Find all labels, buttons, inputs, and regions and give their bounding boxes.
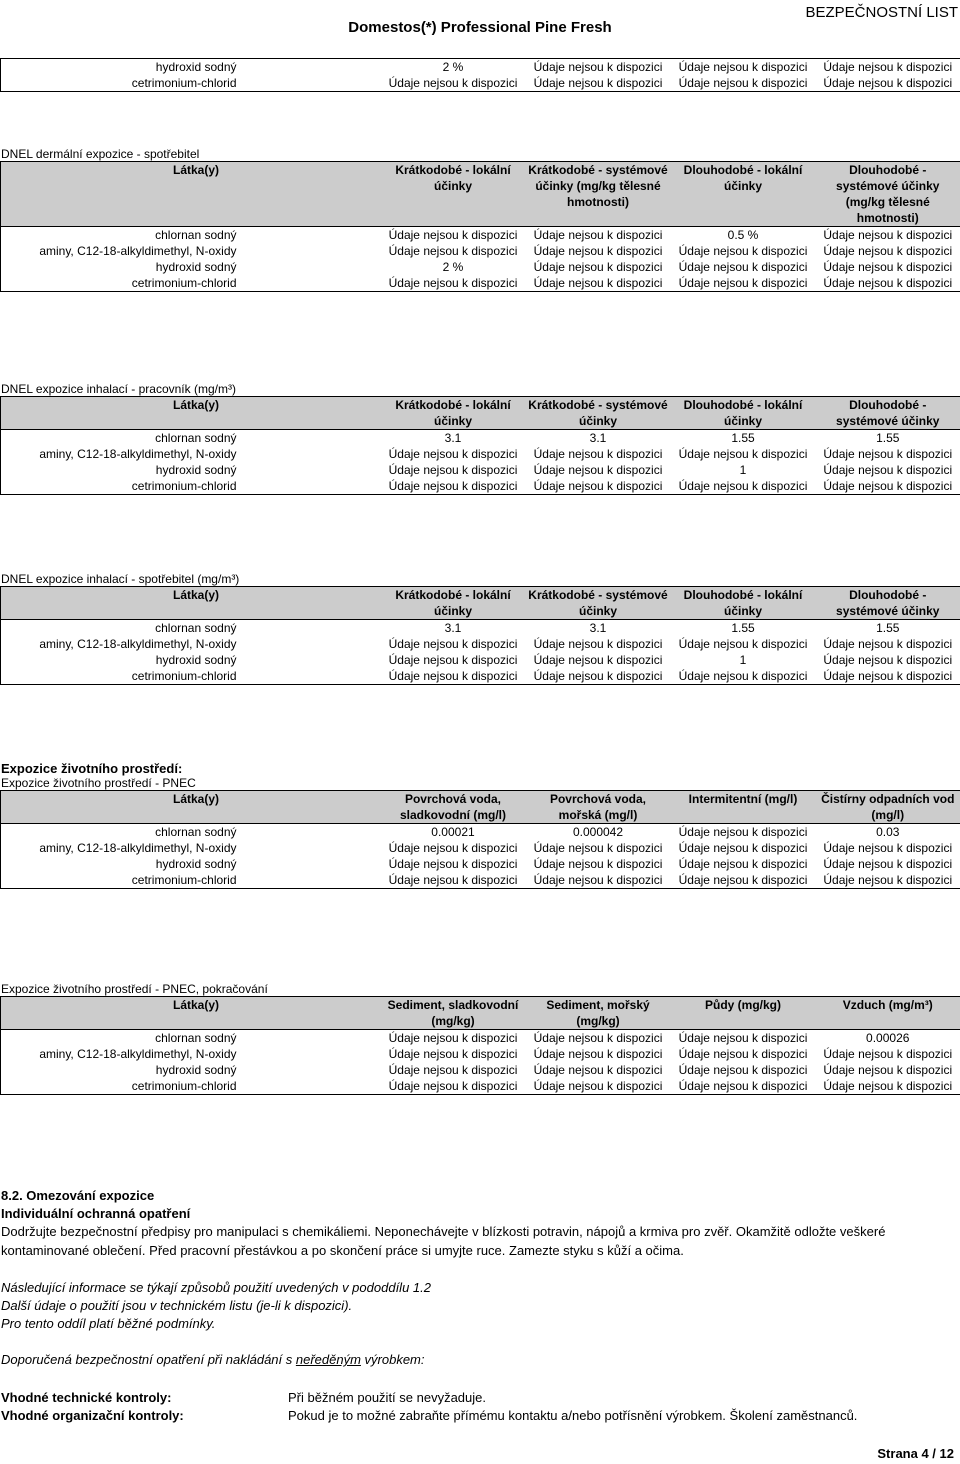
column-header: Dlouhodobé - lokální účinky — [671, 162, 816, 227]
table-cell: 1.55 — [876, 431, 900, 445]
substance-name: cetrimonium-chlorid — [131, 1079, 237, 1093]
table-row — [1, 824, 960, 841]
substance-name: cetrimonium-chlorid — [131, 873, 237, 887]
table-header-row — [1, 997, 960, 1030]
table-header-row — [1, 587, 960, 620]
column-header: Krátkodobé - lokální účinky — [381, 587, 526, 620]
substance-name: chlornan sodný — [155, 228, 237, 242]
table-cell: Údaje nejsou k dispozici — [388, 76, 518, 90]
substance-name: cetrimonium-chlorid — [131, 276, 237, 290]
top-continuation-section — [0, 58, 960, 92]
dnel-inhalation-worker-table — [0, 396, 960, 495]
table-row — [1, 1046, 960, 1062]
table-cell: Údaje nejsou k dispozici — [388, 447, 518, 461]
table-cell: 0.00026 — [866, 1031, 910, 1045]
table-cell: Údaje nejsou k dispozici — [823, 463, 953, 477]
table-cell: Údaje nejsou k dispozici — [678, 857, 808, 871]
substance-name: hydroxid sodný — [155, 60, 237, 74]
table-cell: Údaje nejsou k dispozici — [533, 637, 663, 651]
table-cell: Údaje nejsou k dispozici — [388, 841, 518, 855]
table-cell: Údaje nejsou k dispozici — [388, 479, 518, 493]
substance-name: aminy, C12-18-alkyldimethyl, N-oxidy — [39, 637, 237, 651]
table-cell: Údaje nejsou k dispozici — [533, 1047, 663, 1061]
table-cell: 1.55 — [876, 621, 900, 635]
column-header: Půdy (mg/kg) — [671, 997, 816, 1030]
table-cell: 2 % — [442, 260, 464, 274]
substance-name: chlornan sodný — [155, 1031, 237, 1045]
substance-name: aminy, C12-18-alkyldimethyl, N-oxidy — [39, 841, 237, 855]
table-cell: Údaje nejsou k dispozici — [823, 228, 953, 242]
column-header: Vzduch (mg/m³) — [816, 997, 960, 1030]
section-8-2-title: 8.2. Omezování expozice — [1, 1188, 155, 1203]
table-row — [1, 478, 960, 495]
note-line-2: Další údaje o použití jsou v technickém listu (je-li k dispozici). — [1, 1298, 353, 1313]
table-row — [1, 652, 960, 668]
table-cell: Údaje nejsou k dispozici — [388, 1047, 518, 1061]
column-header: Dlouhodobé - systémové účinky (mg/kg tělesné hmotnosti) — [816, 162, 960, 227]
section-8-2-subtitle: Individuální ochranná opatření — [1, 1206, 191, 1221]
table-cell: Údaje nejsou k dispozici — [823, 447, 953, 461]
substance-name: chlornan sodný — [155, 431, 237, 445]
note-line-1: Následující informace se týkají způsobů použití uvedených v pododdílu 1.2 — [1, 1280, 431, 1295]
table-row — [1, 620, 960, 637]
substance-name: hydroxid sodný — [155, 1063, 237, 1077]
table-row — [1, 275, 960, 292]
table-row — [1, 872, 960, 889]
table-cell: 1 — [739, 463, 747, 477]
table-cell: Údaje nejsou k dispozici — [388, 1031, 518, 1045]
table-cell: Údaje nejsou k dispozici — [533, 1031, 663, 1045]
environment-continued-section — [0, 982, 960, 1095]
column-header: Sediment, mořský (mg/kg) — [526, 997, 671, 1030]
pnec-table — [0, 790, 960, 889]
table-header-row — [1, 162, 960, 227]
table-cell: Údaje nejsou k dispozici — [533, 1063, 663, 1077]
table-cell: Údaje nejsou k dispozici — [823, 276, 953, 290]
column-header: Dlouhodobé - lokální účinky — [671, 587, 816, 620]
table-cell: Údaje nejsou k dispozici — [388, 653, 518, 667]
substance-name: chlornan sodný — [155, 621, 237, 635]
table-cell: Údaje nejsou k dispozici — [533, 463, 663, 477]
table-row — [1, 430, 960, 447]
table-cell: 1.55 — [731, 431, 755, 445]
table-cell: Údaje nejsou k dispozici — [823, 244, 953, 258]
substance-name: cetrimonium-chlorid — [131, 479, 237, 493]
table-cell: Údaje nejsou k dispozici — [823, 1079, 953, 1093]
table-row — [1, 243, 960, 259]
column-header: Látka(y) — [1, 791, 381, 824]
table-row — [1, 75, 960, 92]
table-cell: Údaje nejsou k dispozici — [388, 276, 518, 290]
column-header: Povrchová voda, mořská (mg/l) — [526, 791, 671, 824]
column-header: Intermitentní (mg/l) — [671, 791, 816, 824]
table-cell: Údaje nejsou k dispozici — [823, 260, 953, 274]
substance-name: cetrimonium-chlorid — [131, 76, 237, 90]
table-row — [1, 840, 960, 856]
table-row — [1, 59, 960, 76]
table-cell: Údaje nejsou k dispozici — [678, 276, 808, 290]
table-cell: Údaje nejsou k dispozici — [823, 1047, 953, 1061]
table-cell: Údaje nejsou k dispozici — [823, 76, 953, 90]
section-title: DNEL expozice inhalací - pracovník (mg/m³) — [1, 382, 236, 396]
table-cell: Údaje nejsou k dispozici — [533, 669, 663, 683]
substance-name: hydroxid sodný — [155, 653, 237, 667]
table-cell: Údaje nejsou k dispozici — [678, 60, 808, 74]
document-type: BEZPEČNOSTNÍ LIST — [805, 4, 958, 21]
table-cell: Údaje nejsou k dispozici — [533, 1079, 663, 1093]
substance-name: aminy, C12-18-alkyldimethyl, N-oxidy — [39, 244, 237, 258]
column-header: Krátkodobé - lokální účinky — [381, 162, 526, 227]
table-cell: Údaje nejsou k dispozici — [533, 653, 663, 667]
environment-heading: Expozice životního prostředí: — [1, 761, 183, 776]
table-header-row — [1, 397, 960, 430]
dnel-dermal-section — [0, 147, 960, 292]
section-title: Expozice životního prostředí - PNEC — [1, 776, 196, 790]
table-cell: Údaje nejsou k dispozici — [678, 1031, 808, 1045]
table-cell: Údaje nejsou k dispozici — [678, 637, 808, 651]
column-header: Povrchová voda, sladkovodní (mg/l) — [381, 791, 526, 824]
note-line-4 — [1, 1350, 956, 1369]
table-cell: Údaje nejsou k dispozici — [678, 669, 808, 683]
tech-controls-value: Při běžném použití se nevyžaduje. — [288, 1390, 486, 1405]
table-cell: 3.1 — [589, 431, 607, 445]
table-cell: Údaje nejsou k dispozici — [533, 479, 663, 493]
table-row — [1, 227, 960, 244]
column-header: Látka(y) — [1, 587, 381, 620]
table-cell: Údaje nejsou k dispozici — [533, 447, 663, 461]
table-cell: 0.03 — [876, 825, 900, 839]
column-header: Dlouhodobé - lokální účinky — [671, 397, 816, 430]
column-header: Sediment, sladkovodní (mg/kg) — [381, 997, 526, 1030]
note-underlined: neředěným — [295, 1352, 361, 1367]
table-row — [1, 636, 960, 652]
note-line-3: Pro tento oddíl platí běžné podmínky. — [1, 1316, 216, 1331]
dnel-inhalation-worker-section — [0, 382, 960, 495]
table-row — [1, 446, 960, 462]
table-cell: 3.1 — [444, 621, 462, 635]
table-cell: 0.000042 — [572, 825, 624, 839]
table-cell: Údaje nejsou k dispozici — [533, 60, 663, 74]
org-controls-label: Vhodné organizační kontroly: — [1, 1408, 184, 1423]
table-cell: Údaje nejsou k dispozici — [533, 260, 663, 274]
column-header: Krátkodobé - systémové účinky — [526, 587, 671, 620]
section-title: DNEL dermální expozice - spotřebitel — [1, 147, 200, 161]
substance-name: cetrimonium-chlorid — [131, 669, 237, 683]
dnel-inhalation-consumer-table — [0, 586, 960, 685]
table-cell: 2 % — [442, 60, 464, 74]
column-header: Krátkodobé - lokální účinky — [381, 397, 526, 430]
tech-controls-label: Vhodné technické kontroly: — [1, 1390, 172, 1405]
table-cell: Údaje nejsou k dispozici — [533, 873, 663, 887]
table-cell: Údaje nejsou k dispozici — [388, 637, 518, 651]
substance-name: aminy, C12-18-alkyldimethyl, N-oxidy — [39, 1047, 237, 1061]
table-row — [1, 856, 960, 872]
table-cell: Údaje nejsou k dispozici — [823, 669, 953, 683]
table-cell: Údaje nejsou k dispozici — [678, 825, 808, 839]
table-cell: Údaje nejsou k dispozici — [388, 873, 518, 887]
column-header: Čistírny odpadních vod (mg/l) — [816, 791, 960, 824]
substance-name: aminy, C12-18-alkyldimethyl, N-oxidy — [39, 447, 237, 461]
table-cell: Údaje nejsou k dispozici — [533, 841, 663, 855]
pnec-continued-table — [0, 996, 960, 1095]
table-cell: Údaje nejsou k dispozici — [823, 857, 953, 871]
table-cell: Údaje nejsou k dispozici — [388, 1079, 518, 1093]
table-cell: Údaje nejsou k dispozici — [678, 841, 808, 855]
table-cell: Údaje nejsou k dispozici — [678, 1079, 808, 1093]
table-header-row — [1, 791, 960, 824]
table-cell: Údaje nejsou k dispozici — [823, 653, 953, 667]
table-row — [1, 1078, 960, 1095]
column-header: Krátkodobé - systémové účinky — [526, 397, 671, 430]
org-controls-value: Pokud je to možné zabraňte přímému kontaktu a/nebo potřísnění výrobkem. Školení zaměstnanců. — [288, 1408, 858, 1423]
table-cell: Údaje nejsou k dispozici — [678, 244, 808, 258]
table-cell: Údaje nejsou k dispozici — [823, 873, 953, 887]
table-cell: Údaje nejsou k dispozici — [533, 276, 663, 290]
column-header: Látka(y) — [1, 397, 381, 430]
table-row — [1, 462, 960, 478]
table-cell: Údaje nejsou k dispozici — [533, 244, 663, 258]
substance-name: hydroxid sodný — [155, 260, 237, 274]
table-cell: Údaje nejsou k dispozici — [823, 479, 953, 493]
table-cell: Údaje nejsou k dispozici — [823, 637, 953, 651]
page-number: Strana 4 / 12 — [877, 1446, 954, 1461]
table-cell: Údaje nejsou k dispozici — [533, 76, 663, 90]
table-row — [1, 1030, 960, 1047]
substance-name: hydroxid sodný — [155, 463, 237, 477]
table-cell: Údaje nejsou k dispozici — [533, 228, 663, 242]
dnel-dermal-table — [0, 161, 960, 292]
table-cell: Údaje nejsou k dispozici — [823, 841, 953, 855]
column-header: Dlouhodobé - systémové účinky — [816, 587, 960, 620]
hygiene-paragraph: Dodržujte bezpečnostní předpisy pro manipulaci s chemikáliemi. Neponechávejte v blízkosti potravin, nápojů a krmiva pro zvěř. Okamžitě odložte veškeré kontaminované oblečení. Před pracovní přestávkou a po skončení práce si umyjte ruce. Zamezte styku s kůží a očima. — [1, 1224, 886, 1258]
substance-name: hydroxid sodný — [155, 857, 237, 871]
table-cell: Údaje nejsou k dispozici — [678, 1063, 808, 1077]
table-cell: Údaje nejsou k dispozici — [388, 463, 518, 477]
table-cell: 0.5 % — [727, 228, 759, 242]
column-header: Látka(y) — [1, 997, 381, 1030]
table-cell: Údaje nejsou k dispozici — [533, 857, 663, 871]
table-cell: 0.00021 — [431, 825, 475, 839]
table-cell: Údaje nejsou k dispozici — [388, 244, 518, 258]
table-row — [1, 668, 960, 685]
table-cell: Údaje nejsou k dispozici — [678, 260, 808, 274]
substance-name: chlornan sodný — [155, 825, 237, 839]
dnel-inhalation-consumer-section — [0, 572, 960, 685]
table-cell: Údaje nejsou k dispozici — [388, 1063, 518, 1077]
product-title: Domestos(*) Professional Pine Fresh — [348, 19, 612, 36]
table-cell: 1 — [739, 653, 747, 667]
table-cell: Údaje nejsou k dispozici — [823, 60, 953, 74]
top-continuation-table — [0, 58, 960, 92]
table-cell: Údaje nejsou k dispozici — [678, 479, 808, 493]
table-cell: Údaje nejsou k dispozici — [823, 1063, 953, 1077]
column-header: Dlouhodobé - systémové účinky — [816, 397, 960, 430]
table-row — [1, 1062, 960, 1078]
table-cell: Údaje nejsou k dispozici — [678, 873, 808, 887]
table-cell: Údaje nejsou k dispozici — [678, 447, 808, 461]
table-cell: 1.55 — [731, 621, 755, 635]
table-cell: Údaje nejsou k dispozici — [388, 857, 518, 871]
column-header: Látka(y) — [1, 162, 381, 227]
table-cell: Údaje nejsou k dispozici — [388, 669, 518, 683]
section-title: DNEL expozice inhalací - spotřebitel (mg/m³) — [1, 572, 240, 586]
table-row — [1, 259, 960, 275]
note-text: výrobkem: — [360, 1352, 425, 1367]
table-cell: 3.1 — [444, 431, 462, 445]
column-header: Krátkodobé - systémové účinky (mg/kg tělesné hmotnosti) — [526, 162, 671, 227]
note-text: Doporučená bezpečnostní opatření při nakládání s — [1, 1352, 296, 1367]
table-cell: Údaje nejsou k dispozici — [678, 1047, 808, 1061]
table-cell: Údaje nejsou k dispozici — [678, 76, 808, 90]
table-cell: Údaje nejsou k dispozici — [388, 228, 518, 242]
table-cell: 3.1 — [589, 621, 607, 635]
environment-section — [0, 762, 960, 889]
section-title: Expozice životního prostředí - PNEC, pokračování — [1, 982, 268, 996]
